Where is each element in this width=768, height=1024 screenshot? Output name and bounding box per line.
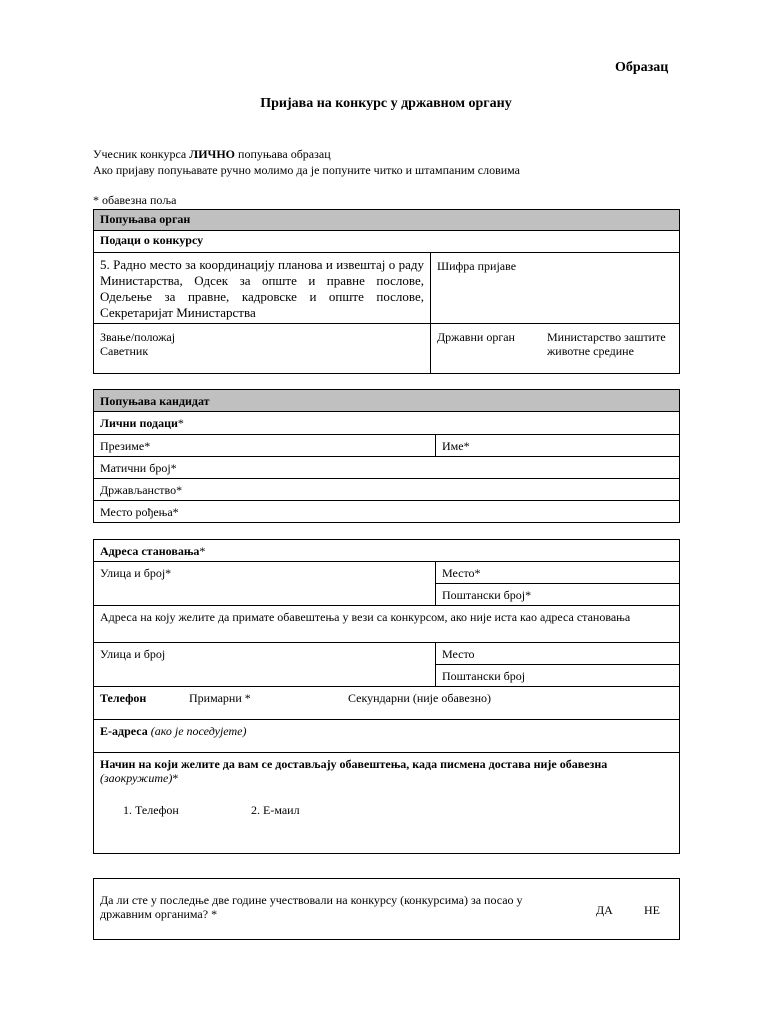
intro-line-1 [93, 147, 331, 162]
position-number: 5. [100, 257, 110, 272]
citizenship-field[interactable]: Држављанство* [94, 479, 680, 501]
required-note: * обавезна поља [93, 193, 177, 207]
phone-row[interactable] [94, 687, 680, 720]
birthplace-field[interactable]: Место рођења* [94, 501, 680, 523]
delivery-text: Начин на који желите да вам се достављају обавештења, када писмена достава није обавезна [100, 757, 608, 771]
intro-line-2: Ако пријаву попуњавате ручно молимо да је попуните читко и штампаним словима [93, 163, 520, 177]
form-label: Образац [615, 60, 669, 75]
contest-data-header: Подаци о конкурсу [94, 231, 680, 253]
participation-section [93, 878, 680, 940]
delivery-option-phone[interactable]: 1. Телефон [123, 803, 179, 817]
postal-field[interactable]: Поштански број* [436, 584, 680, 606]
position-cell [94, 253, 431, 324]
delivery-option-email[interactable]: 2. Е-маил [251, 803, 300, 817]
id-number-field[interactable]: Матични број* [94, 457, 680, 479]
phone-secondary: Секундарни (није обавезно) [348, 691, 491, 705]
intro-prefix: Учесник конкурса [93, 147, 187, 161]
email-note: (ако је поседујете) [150, 724, 247, 738]
street-field[interactable]: Улица и број* [94, 562, 436, 606]
position-text: Радно место за координацију планова и извештај о раду Министарства, Одсек за опште и правне послове, Одељење за правне, кадровске и опште послове, Секретаријат Министарства [100, 257, 425, 320]
participation-row [94, 879, 680, 940]
answer-no[interactable]: НЕ [644, 903, 660, 917]
candidate-section [93, 389, 680, 523]
personal-data-label: Лични подаци [100, 416, 178, 430]
delivery-row [94, 753, 680, 854]
page-title: Пријава на конкурс у државном органу [260, 96, 512, 111]
intro-bold: ЛИЧНО [189, 147, 236, 161]
delivery-star: * [172, 771, 179, 785]
personal-data-header [94, 412, 680, 435]
candidate-header: Попуњава кандидат [94, 390, 680, 412]
organ-header: Попуњава орган [94, 210, 680, 231]
rank-label: Звање/положај [100, 330, 176, 344]
phone-primary: Примарни * [189, 691, 251, 705]
name-field[interactable]: Име* [436, 435, 680, 457]
address-star: * [199, 544, 206, 558]
alt-place-field[interactable]: Место [436, 643, 680, 665]
personal-data-star: * [177, 416, 184, 430]
organ-cell [431, 324, 680, 374]
participation-question: Да ли сте у последње две године учествовали на конкурсу (конкурсима) за посао у државним органима? * [100, 893, 523, 921]
rank-value: Саветник [100, 344, 149, 358]
organ-label: Државни орган [437, 330, 515, 344]
surname-field[interactable]: Презиме* [94, 435, 436, 457]
alt-address-text: Адреса на коју желите да примате обавештења у вези са конкурсом, ако није иста као адреса становања [94, 606, 680, 643]
delivery-note: (заокружите) [100, 771, 173, 785]
application-code-label: Шифра пријаве [437, 259, 517, 273]
address-section [93, 539, 680, 854]
place-field[interactable]: Место* [436, 562, 680, 584]
organ-value: Министарство заштите животне средине [547, 330, 666, 358]
application-code-cell[interactable] [431, 253, 680, 324]
alt-street-field[interactable]: Улица и број [94, 643, 436, 687]
address-header [94, 540, 680, 562]
delivery-note-line [100, 771, 673, 785]
intro-suffix: попуњава образац [238, 147, 331, 161]
organ-section [93, 209, 680, 374]
email-row[interactable] [94, 720, 680, 753]
answer-yes[interactable]: ДА [596, 903, 613, 917]
phone-label: Телефон [100, 691, 147, 705]
address-label: Адреса становања [100, 544, 200, 558]
rank-cell [94, 324, 431, 374]
alt-postal-field[interactable]: Поштански број [436, 665, 680, 687]
email-label: Е-адреса [100, 724, 148, 738]
